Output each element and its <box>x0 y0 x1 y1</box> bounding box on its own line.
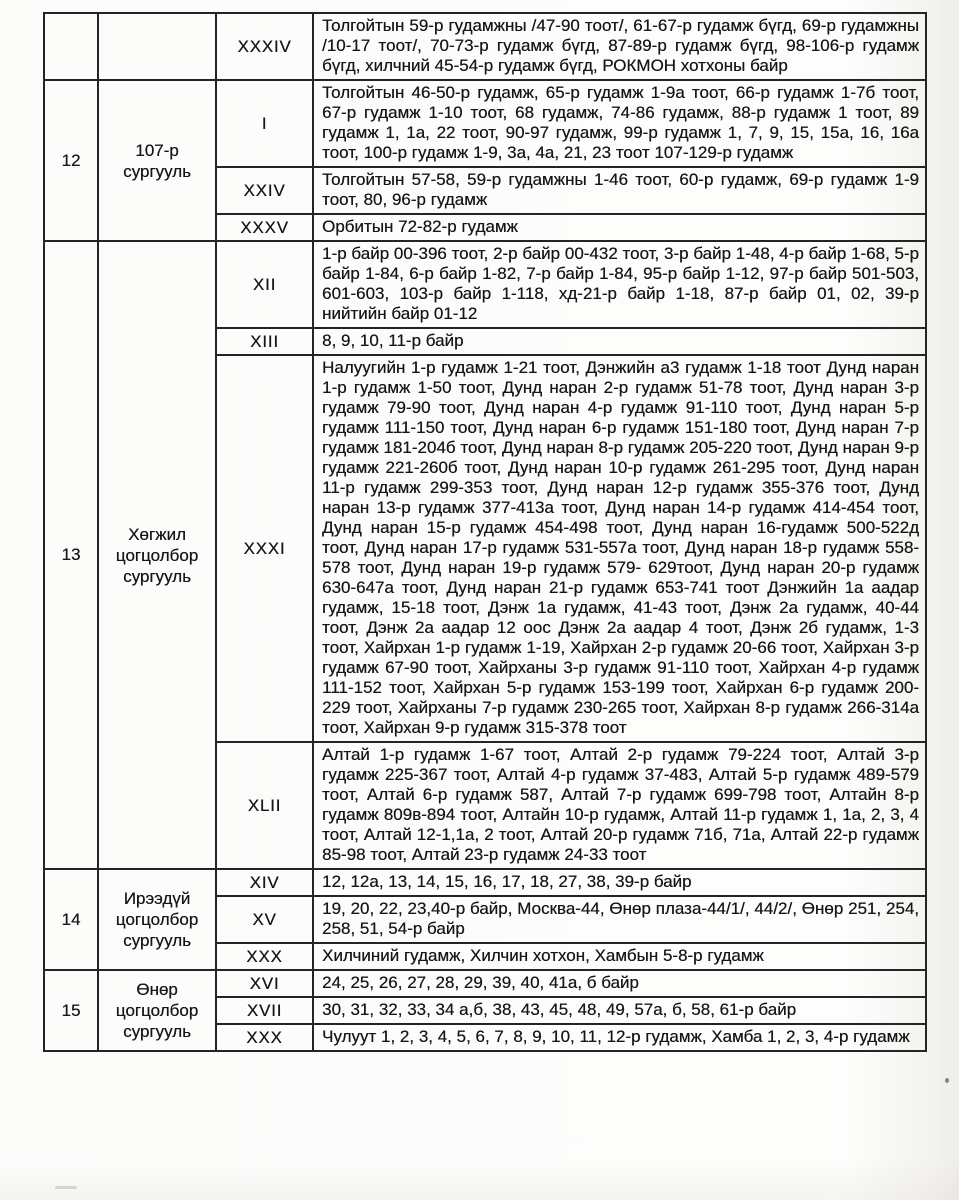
district-roman-cell: XXXI <box>216 355 313 742</box>
address-list-cell: Орбитын 72-82-р гудамж <box>313 214 926 241</box>
address-list-cell: Толгойтын 59-р гудамжны /47-90 тоот/, 61-67-р гудамж бүгд, 69-р гудамжны /10-17 тоот/, 70-73-р гудамж бүгд, 87-89-р гудамж бүгд, 98-106-р гудамж бүгд, хилчний 45-54-р гудамж бүгд, РОКМОН хотхоны байр <box>313 13 926 80</box>
address-list-cell: Толгойтын 46-50-р гудамж, 65-р гудамж 1-9а тоот, 66-р гудамж 1-7б тоот, 67-р гудамж 1-10 тоот, 68 гудамж, 74-86 гудамж, 88-р гудамж 1 тоот, 89 гудамж 1, 1а, 22 тоот, 90-97 гудамж, 99-р гудамж 1, 7, 9, 15, 15а, 16, 16а тоот, 100-р гудамж 1-9, 3а, 4а, 21, 23 тоот 107-129-р гудамж <box>313 80 926 167</box>
table-row <box>44 241 926 328</box>
district-roman-cell: XLII <box>216 742 313 869</box>
table-row <box>44 80 926 167</box>
address-list-cell: Налуугийн 1-р гудамж 1-21 тоот, Дэнжийн а3 гудамж 1-18 тоот Дунд наран 1-р гудамж 1-50 тоот, Дунд наран 2-р гудамж 51-78 тоот, Дунд наран 3-р гудамж 79-90 тоот, Дунд наран 4-р гудамж 91-110 тоот, Дунд наран 5-р гудамж 111-150 тоот, Дунд наран 6-р гудамж 151-180 тоот, Дунд наран 7-р гудамж 181-204б тоот, Дунд наран 8-р гудамж 205-220 тоот, Дунд наран 9-р гудамж 221-260б тоот, Дунд наран 10-р гудамж 261-295 тоот, Дунд наран 11-р гудамж 299-353 тоот, Дунд наран 12-р гудамж 355-376 тоот, Дунд наран 13-р гудамж 377-413а тоот, Дунд наран 14-р гудамж 414-454 тоот, Дунд наран 15-р гудамж 454-498 тоот, Дунд наран 16-гудамж 500-522д тоот, Дунд наран 17-р гудамж 531-557а тоот, Дунд наран 18-р гудамж 558-578 тоот, Дунд наран 19-р гудамж 579- 629тоот, Дунд наран 20-р гудамж 630-647а тоот, Дунд наран 21-р гудамж 653-741 тоот Дэнжийн 1а аадар гудамж, 15-18 тоот, Дэнж 1а гудамж, 41-43 тоот, Дэнж 2а гудамж, 40-44 тоот, Дэнж 2а аадар 12 оос Дэнж 2а аадар 4 тоот, Дэнж 2б гудамж, 1-3 тоот, Хайрхан 1-р гудамж 1-19, Хайрхан 2-р гудамж 20-66 тоот, Хайрхан 3-р гудамж 67-90 тоот, Хайрханы 3-р гудамж 91-110 тоот, Хайрхан 4-р гудамж 111-152 тоот, Хайрхан 5-р гудамж 153-199 тоот, Хайрхан 6-р гудамж 200-229 тоот, Хайрханы 7-р гудамж 230-265 тоот, Хайрхан 8-р гудамж 266-314а тоот, Хайрхан 9-р гудамж 315-378 тоот <box>313 355 926 742</box>
district-roman-cell: I <box>216 80 313 167</box>
school-number-cell: 15 <box>44 970 98 1051</box>
precinct-address-table <box>43 12 927 1052</box>
district-roman-cell: XXX <box>216 943 313 970</box>
table-row <box>44 869 926 896</box>
address-list-cell: Чулуут 1, 2, 3, 4, 5, 6, 7, 8, 9, 10, 11, 12-р гудамж, Хамба 1, 2, 3, 4-р гудамж <box>313 1024 926 1051</box>
scan-speck <box>945 1078 949 1083</box>
school-number-cell: 12 <box>44 80 98 241</box>
district-roman-cell: XXXIV <box>216 13 313 80</box>
school-name-cell: Ирээдүй цогцолбор сургууль <box>98 869 216 970</box>
district-roman-cell: XVII <box>216 997 313 1024</box>
precinct-table-body <box>44 13 926 1051</box>
address-list-cell: 19, 20, 22, 23,40-р байр, Москва-44, Өнөр плаза-44/1/, 44/2/, Өнөр 251, 254, 258, 51, 54-р байр <box>313 896 926 943</box>
address-list-cell: Толгойтын 57-58, 59-р гудамжны 1-46 тоот, 60-р гудамж, 69-р гудамж 1-9 тоот, 80, 96-р гудамж <box>313 167 926 214</box>
address-list-cell: Хилчиний гудамж, Хилчин хотхон, Хамбын 5-8-р гудамж <box>313 943 926 970</box>
scan-speck <box>55 1186 77 1189</box>
school-name-cell <box>98 13 216 80</box>
address-list-cell: 24, 25, 26, 27, 28, 29, 39, 40, 41а, б байр <box>313 970 926 997</box>
school-number-cell: 14 <box>44 869 98 970</box>
school-name-cell: Хөгжил цогцолбор сургууль <box>98 241 216 869</box>
district-roman-cell: XVI <box>216 970 313 997</box>
address-list-cell: 8, 9, 10, 11-р байр <box>313 328 926 355</box>
district-roman-cell: XXX <box>216 1024 313 1051</box>
school-number-cell: 13 <box>44 241 98 869</box>
address-list-cell: 12, 12а, 13, 14, 15, 16, 17, 18, 27, 38, 39-р байр <box>313 869 926 896</box>
district-roman-cell: XIII <box>216 328 313 355</box>
district-roman-cell: XII <box>216 241 313 328</box>
district-roman-cell: XXXV <box>216 214 313 241</box>
district-roman-cell: XIV <box>216 869 313 896</box>
address-list-cell: 30, 31, 32, 33, 34 а,б, 38, 43, 45, 48, 49, 57а, б, 58, 61-р байр <box>313 997 926 1024</box>
school-name-cell: Өнөр цогцолбор сургууль <box>98 970 216 1051</box>
district-roman-cell: XXIV <box>216 167 313 214</box>
school-number-cell <box>44 13 98 80</box>
district-roman-cell: XV <box>216 896 313 943</box>
scan-shadow-bottom <box>0 1160 959 1200</box>
school-name-cell: 107-р сургууль <box>98 80 216 241</box>
table-row <box>44 13 926 80</box>
address-list-cell: Алтай 1-р гудамж 1-67 тоот, Алтай 2-р гудамж 79-224 тоот, Алтай 3-р гудамж 225-367 тоот, Алтай 4-р гудамж 37-483, Алтай 5-р гудамж 489-579 тоот, Алтай 6-р гудамж 587, Алтай 7-р гудамж 699-798 тоот, Алтайн 8-р гудамж 809в-894 тоот, Алтайн 10-р гудамж, Алтай 11-р гудамж 1, 1а, 2, 3, 4 тоот, Алтай 12-1,1а, 2 тоот, Алтай 20-р гудамж 71б, 71а, Алтай 22-р гудамж 85-98 тоот, Алтай 23-р гудамж 24-33 тоот <box>313 742 926 869</box>
table-row <box>44 970 926 997</box>
address-list-cell: 1-р байр 00-396 тоот, 2-р байр 00-432 тоот, 3-р байр 1-48, 4-р байр 1-68, 5-р байр 1-84, 6-р байр 1-82, 7-р байр 1-84, 95-р байр 1-12, 97-р байр 501-503, 601-603, 103-р байр 1-118, хд-21-р байр 1-18, 87-р байр 01, 02, 39-р нийтийн байр 01-12 <box>313 241 926 328</box>
